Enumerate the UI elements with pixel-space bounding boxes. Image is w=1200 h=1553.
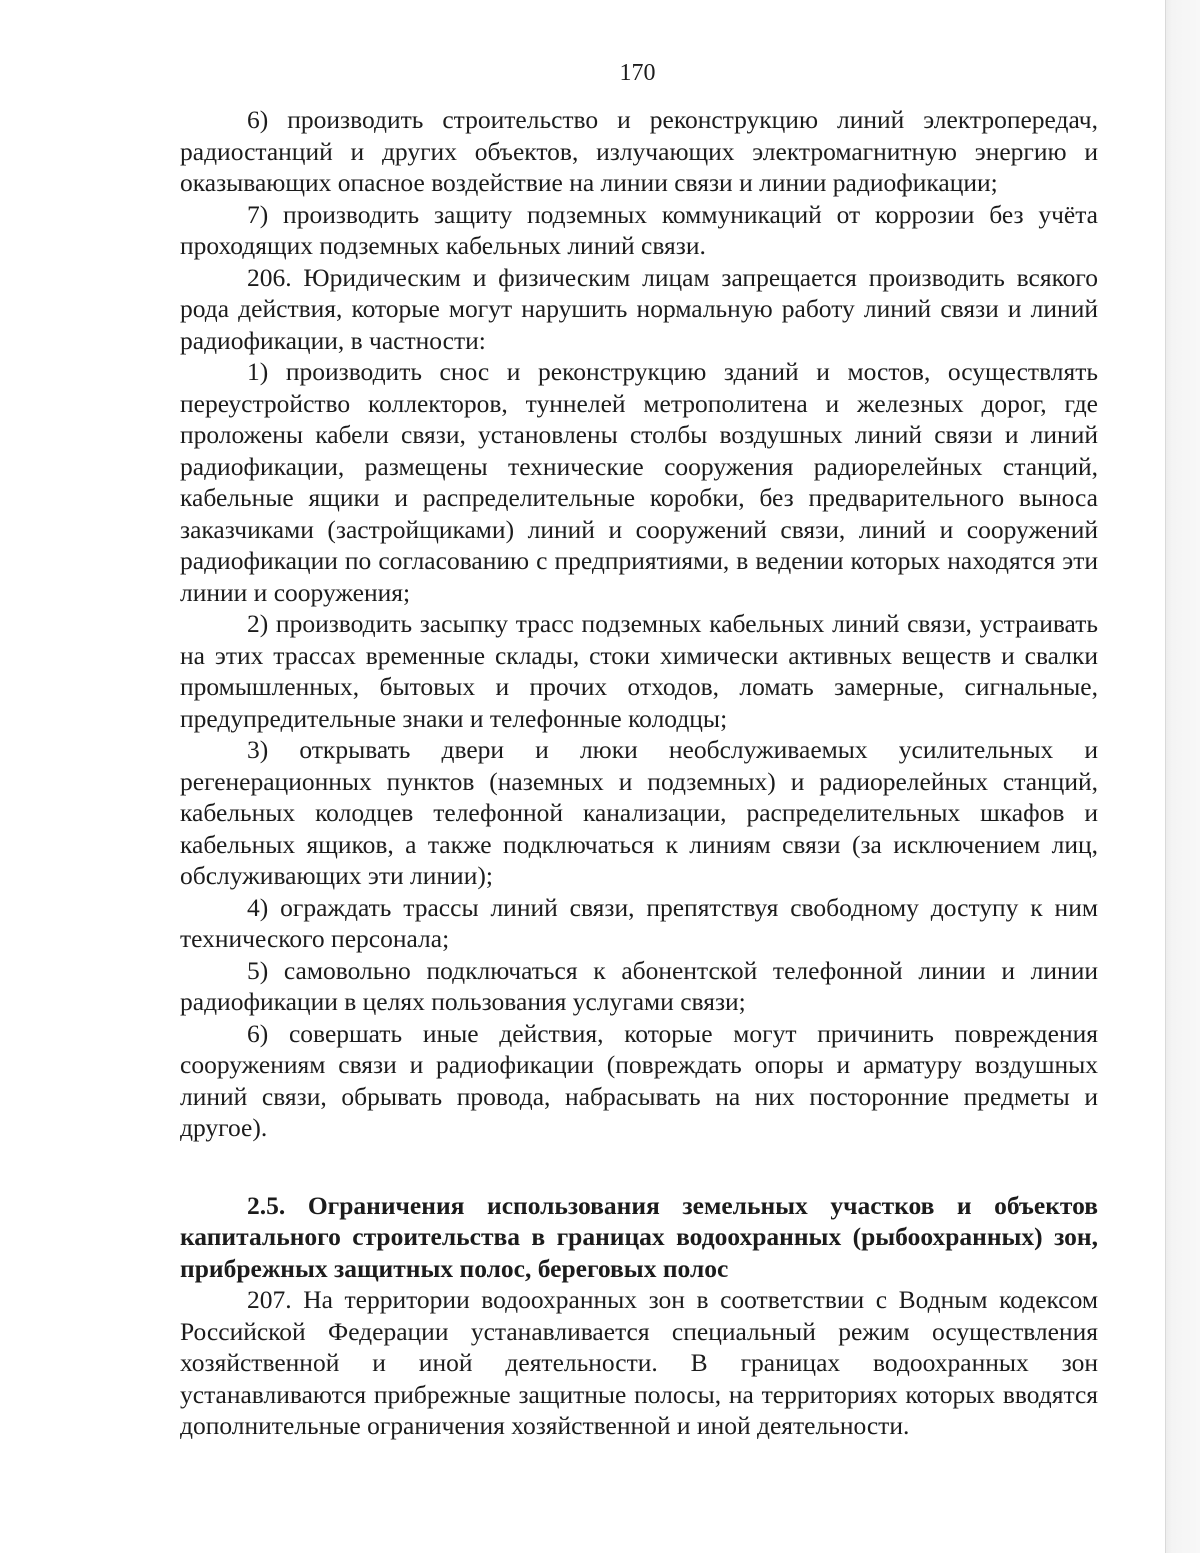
clause-207: 207. На территории водоохранных зон в соответствии с Водным кодексом Российской Федерации устанавливается специальный режим осуществления хозяйственной и иной деятельности. В границах водоохранных зон устанавливаются прибрежные защитные полосы, на территориях которых вводятся дополнительные ограничения хозяйственной и иной деятельности. (180, 1285, 1098, 1440)
list-item-4-fencing: 4) ограждать трассы линий связи, препятствуя свободному доступу к ним технического персонала; (180, 892, 1098, 953)
list-item-1-demolition: 1) производить снос и реконструкцию зданий и мостов, осуществлять переустройство коллекторов, туннелей метрополитена и железных дорог, где проложены кабели связи, установлены столбы воздушных линий связи и линий радиофикации, размещены технические сооружения радиорелейных станций, кабельные ящики и распределительные коробки, без предварительного выноса заказчиками (застройщиками) линий и сооружений связи, линий и сооружений радиофикации по согласованию с предприятиями, в ведении которых находятся эти линии и сооружения; (180, 357, 1098, 607)
scan-edge-shadow (1166, 0, 1200, 1553)
list-item-6-other-actions: 6) совершать иные действия, которые могут причинить повреждения сооружениям связи и радиофикации (повреждать опоры и арматуру воздушных линий связи, обрывать провода, набрасывать на них посторонние предметы и другое). (180, 1018, 1098, 1142)
document-body (180, 104, 1098, 1442)
page-number: 170 (619, 60, 656, 86)
list-item-6-construction: 6) производить строительство и реконструкцию линий электропередач, радиостанций и других объектов, излучающих электромагнитную энергию и оказывающих опасное воздействие на линии связи и линии радиофикации; (180, 105, 1098, 197)
section-heading-2-5: 2.5. Ограничения использования земельных участков и объектов капитального строительства в границах водоохранных (рыбоохранных) зон, прибрежных защитных полос, береговых полос (180, 1190, 1098, 1283)
list-item-3-doors-hatches: 3) открывать двери и люки необслуживаемых усилительных и регенерационных пунктов (наземных и подземных) и радиорелейных станций, кабельных колодцев телефонной канализации, распределительных шкафов и кабельных ящиков, а также подключаться к линиям связи (за исключением лиц, обслуживающих эти линии); (180, 735, 1098, 890)
clause-206: 206. Юридическим и физическим лицам запрещается производить всякого рода действия, которые могут нарушить нормальную работу линий связи и линий радиофикации, в частности: (180, 262, 1098, 355)
list-item-5-unauthorized-connection: 5) самовольно подключаться к абонентской телефонной линии и линии радиофикации в целях пользования услугами связи; (180, 955, 1098, 1016)
list-item-7-corrosion-protection: 7) производить защиту подземных коммуникаций от коррозии без учёта проходящих подземных кабельных линий связи. (180, 199, 1098, 260)
list-item-2-backfill: 2) производить засыпку трасс подземных кабельных линий связи, устраивать на этих трассах временные склады, стоки химически активных веществ и свалки промышленных, бытовых и прочих отходов, ломать замерные, сигнальные, предупредительные знаки и телефонные колодцы; (180, 609, 1098, 733)
